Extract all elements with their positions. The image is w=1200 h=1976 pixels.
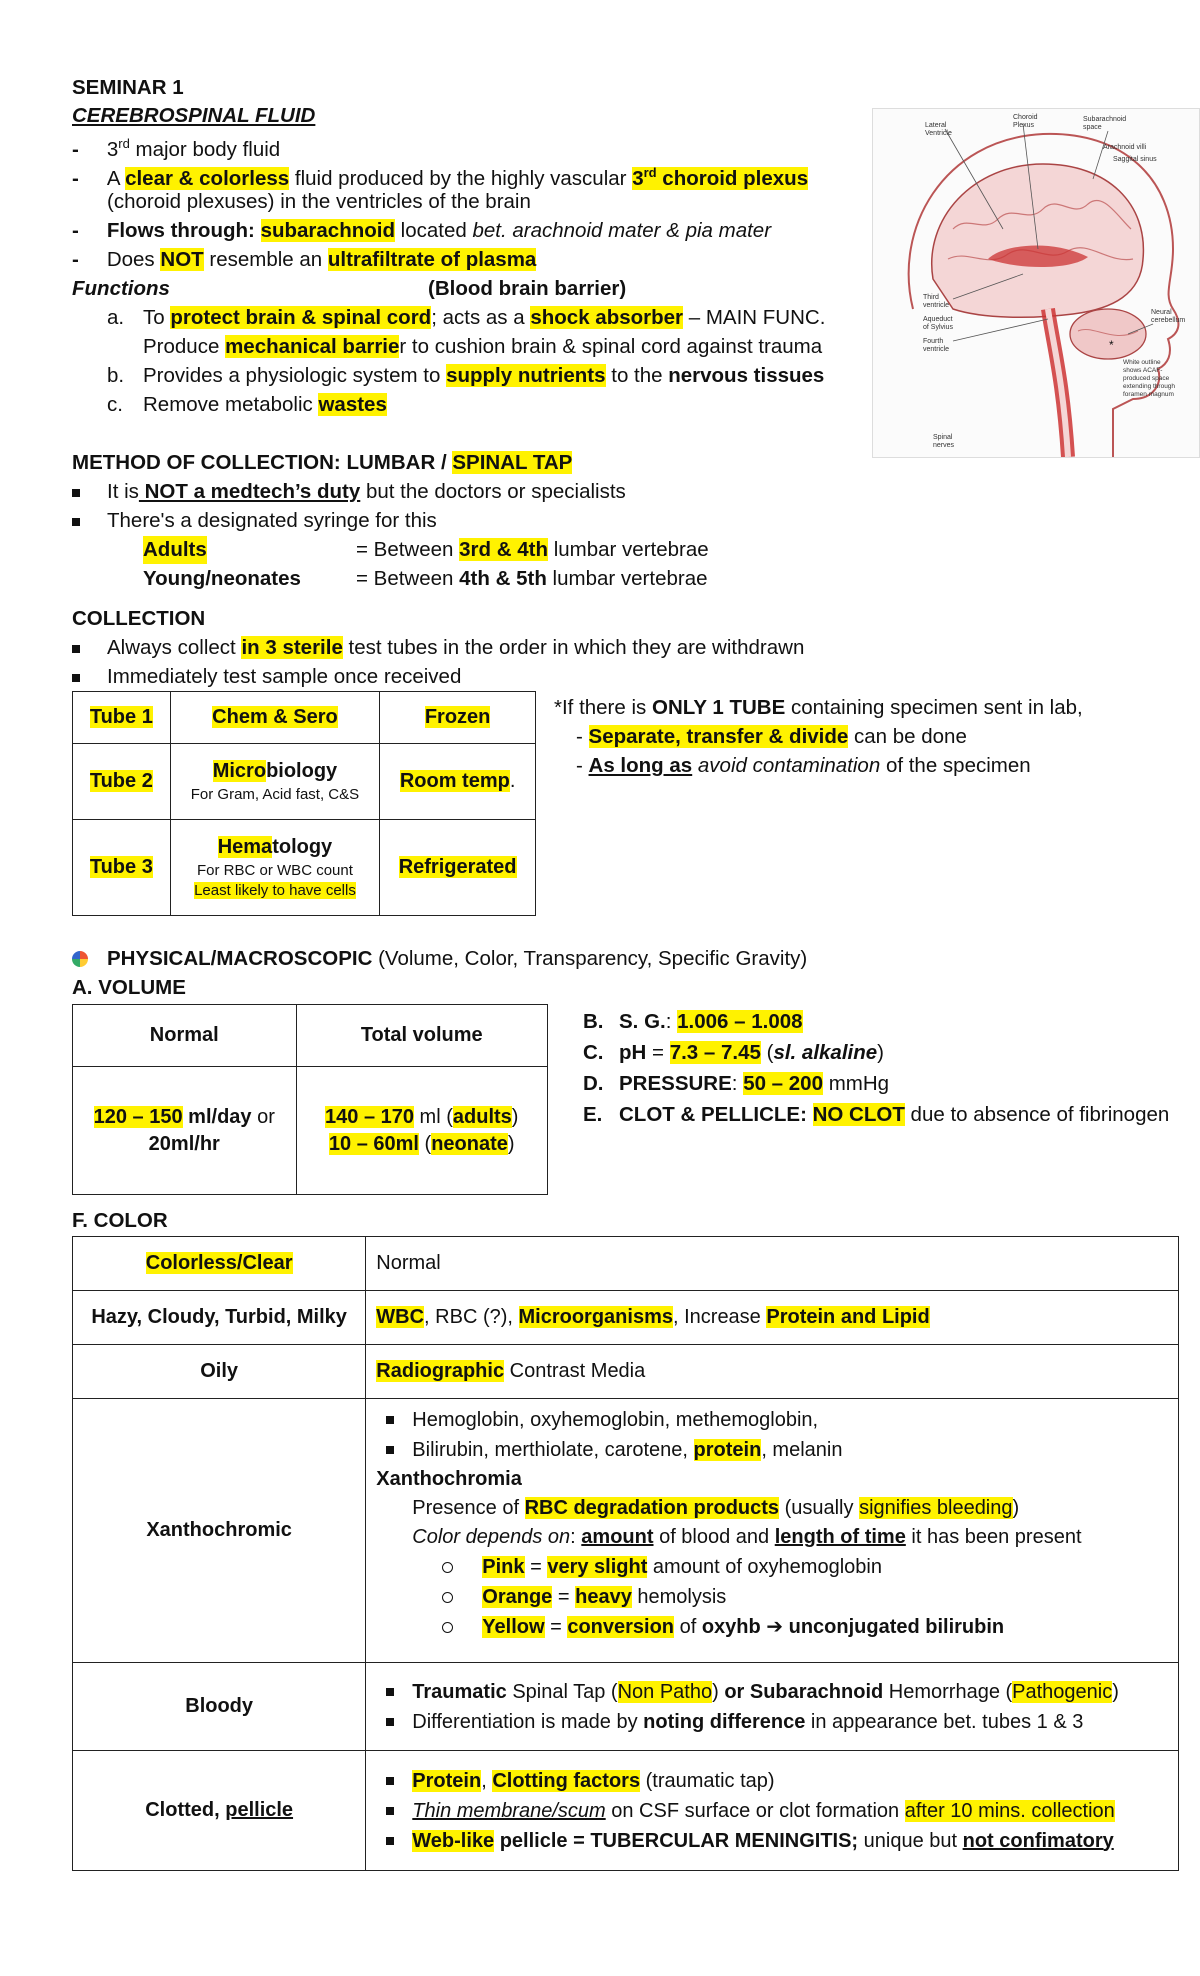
- list-item: Traumatic Spinal Tap (Non Patho) or Subarachnoid Hemorrhage (Pathogenic): [376, 1677, 1177, 1707]
- color-table: [72, 1236, 1179, 1871]
- svg-text:shows ACAF-: shows ACAF-: [1123, 367, 1163, 374]
- adults-label: Adults: [143, 536, 207, 564]
- table-row: [73, 1291, 1179, 1345]
- tube-1-storage: Frozen: [424, 706, 491, 728]
- table-row: [73, 1005, 548, 1067]
- tube-3-label: Tube 3: [89, 856, 153, 878]
- svg-text:Choroid: Choroid: [1013, 114, 1038, 121]
- collection-item-1: Always collect in 3 sterile test tubes in the order in which they are withdrawn: [72, 634, 804, 662]
- list-item: Protein, Clotting factors (traumatic tap): [376, 1766, 1177, 1796]
- list-item: Pink = very slight amount of oxyhemoglobin: [376, 1552, 1178, 1582]
- svg-text:ventricle: ventricle: [923, 346, 950, 353]
- function-a: To protect brain & spinal cord; acts as a shock absorber – MAIN FUNC.: [143, 306, 826, 329]
- svg-text:Lateral: Lateral: [925, 122, 947, 129]
- color-oily-desc: Radiographic Contrast Media: [366, 1345, 1179, 1399]
- list-item: Hemoglobin, oxyhemoglobin, methemoglobin,: [376, 1405, 1178, 1435]
- table-row: 120 – 150 ml/day or 20ml/hr 140 – 170 ml (adults) 10 – 60ml (neonate): [73, 1067, 548, 1195]
- clot-pellicle: CLOT & PELLICLE: NO CLOT due to absence of fibrinogen: [619, 1103, 1170, 1126]
- intro-item-3: - Flows through: subarachnoid located bet. arachnoid mater & pia mater: [72, 219, 772, 242]
- svg-text:Subarachnoid: Subarachnoid: [1083, 116, 1127, 123]
- svg-text:nerves: nerves: [933, 442, 955, 449]
- intro-item-2: - A clear & colorless fluid produced by the highly vascular 3rd choroid plexus: [72, 165, 809, 190]
- method-heading: METHOD OF COLLECTION: LUMBAR / SPINAL TAP: [72, 451, 573, 474]
- function-b: Provides a physiologic system to supply nutrients to the nervous tissues: [143, 364, 825, 387]
- svg-text:Fourth: Fourth: [923, 338, 944, 345]
- collection-item-2: Immediately test sample once received: [72, 663, 461, 691]
- color-hazy-desc: WBC, RBC (?), Microorganisms, Increase Protein and Lipid: [366, 1291, 1179, 1345]
- function-b-marker: b.: [107, 364, 125, 387]
- list-item: Orange = heavy hemolysis: [376, 1582, 1178, 1612]
- ph-value: pH = 7.3 – 7.45 (sl. alkaline): [619, 1041, 884, 1064]
- tube-3-storage: Refrigerated: [398, 856, 517, 878]
- intro-item-4: - Does NOT resemble an ultrafiltrate of plasma: [72, 248, 537, 271]
- seminar-label: SEMINAR 1: [72, 76, 184, 99]
- table-row: [73, 1237, 1179, 1291]
- tube-2-note: For Gram, Acid fast, C&S: [190, 786, 360, 803]
- svg-text:space: space: [1083, 124, 1102, 131]
- color-bloody-desc: [366, 1663, 1179, 1751]
- sg-marker: B.: [583, 1010, 604, 1033]
- table-row: Tube 3 Hematology For RBC or WBC count Least likely to have cells Refrigerated: [73, 820, 536, 916]
- function-c: Remove metabolic wastes: [143, 393, 387, 416]
- list-item: Yellow = conversion of oxyhb ➔ unconjugated bilirubin: [376, 1612, 1178, 1642]
- svg-text:Saggital sinus: Saggital sinus: [1113, 156, 1157, 163]
- svg-text:White outline: White outline: [1123, 359, 1161, 366]
- tube-1-label: Tube 1: [89, 706, 153, 728]
- method-item-1: It is NOT a medtech’s duty but the doctors or specialists: [72, 478, 626, 506]
- color-oily-label: Oily: [73, 1345, 366, 1399]
- ph-marker: C.: [583, 1041, 604, 1064]
- intro-item-1: - 3rd major body fluid: [72, 136, 281, 161]
- method-item-2: There's a designated syringe for this: [72, 507, 437, 535]
- table-row: [73, 1751, 1179, 1871]
- list-item: Web-like pellicle = TUBERCULAR MENINGITIS; unique but not confimatory: [376, 1826, 1177, 1856]
- function-c-marker: c.: [107, 393, 123, 416]
- color-clear-desc: Normal: [366, 1237, 1179, 1291]
- brain-diagram: [872, 108, 1200, 458]
- svg-text:extending through: extending through: [1123, 383, 1176, 390]
- functions-heading: Functions: [72, 277, 170, 300]
- volume-heading: A. VOLUME: [72, 976, 186, 999]
- svg-text:*: *: [1109, 338, 1114, 352]
- specific-gravity: S. G.: 1.006 – 1.008: [619, 1010, 803, 1033]
- tube-1-dept: Chem & Sero: [212, 706, 338, 728]
- pressure-value: PRESSURE: 50 – 200 mmHg: [619, 1072, 890, 1095]
- color-clotted-desc: [366, 1751, 1179, 1871]
- color-bloody-label: Bloody: [73, 1663, 366, 1751]
- tube-3-note-2: Least likely to have cells: [194, 882, 356, 899]
- table-row: [73, 1399, 1179, 1663]
- tube-3-note: For RBC or WBC count: [197, 862, 353, 879]
- svg-text:produced space: produced space: [1123, 375, 1170, 382]
- list-item: Bilirubin, merthiolate, carotene, protein, melanin: [376, 1435, 1178, 1465]
- single-tube-note-3: - As long as avoid contamination of the specimen: [576, 754, 1031, 777]
- svg-text:Neural: Neural: [1151, 309, 1172, 316]
- collection-heading: COLLECTION: [72, 607, 206, 630]
- svg-text:Ventricle: Ventricle: [925, 130, 952, 137]
- svg-text:Third: Third: [923, 294, 939, 301]
- svg-text:Arachnoid villi: Arachnoid villi: [1103, 144, 1147, 151]
- table-row: [73, 1345, 1179, 1399]
- volume-table: [72, 1004, 548, 1195]
- tube-2-label: Tube 2: [89, 770, 153, 792]
- color-clotted-label: Clotted, pellicle: [73, 1751, 366, 1871]
- physical-heading: PHYSICAL/MACROSCOPIC (Volume, Color, Transparency, Specific Gravity): [107, 947, 808, 970]
- pressure-marker: D.: [583, 1072, 604, 1095]
- list-item: Differentiation is made by noting difference in appearance bet. tubes 1 & 3: [376, 1707, 1177, 1737]
- color-xantho-label: Xanthochromic: [73, 1399, 366, 1663]
- tube-table: [72, 691, 536, 916]
- svg-text:foramen magnum: foramen magnum: [1123, 391, 1174, 398]
- volume-header-normal: Normal: [73, 1005, 297, 1067]
- young-value: = Between 4th & 5th lumbar vertebrae: [356, 567, 708, 590]
- adults-value: = Between 3rd & 4th lumbar vertebrae: [356, 538, 709, 561]
- document-title: CEREBROSPINAL FLUID: [72, 104, 316, 127]
- table-row: [73, 692, 536, 744]
- bbb-label: (Blood brain barrier): [428, 277, 627, 300]
- color-xantho-desc: Hemoglobin, oxyhemoglobin, methemoglobin, Bilirubin, merthiolate, carotene, protein, melanin Xanthochromia Presence of RBC degradation products (usually signifies bleeding) Color depends on: amount of blood and length of time it has been present Pink = very slight amount of oxyhemoglobin Orange = heavy hemolysis Yellow = conversion of oxyhb ➔ unconjugated bilirubin: [366, 1399, 1179, 1663]
- brain-illustration: [873, 109, 1199, 457]
- svg-text:Aqueduct: Aqueduct: [923, 316, 953, 323]
- table-row: Tube 2 Microbiology For Gram, Acid fast, C&S Room temp.: [73, 744, 536, 820]
- intro-item-2-cont: (choroid plexuses) in the ventricles of the brain: [107, 190, 531, 213]
- table-row: [73, 1663, 1179, 1751]
- function-a-marker: a.: [107, 306, 125, 329]
- volume-header-total: Total volume: [296, 1005, 548, 1067]
- single-tube-note-2: - Separate, transfer & divide can be done: [576, 725, 967, 748]
- svg-text:cerebellum: cerebellum: [1151, 317, 1186, 324]
- function-a-cont: Produce mechanical barrier to cushion brain & spinal cord against trauma: [143, 335, 823, 358]
- svg-text:Plexus: Plexus: [1013, 122, 1035, 129]
- colorwheel-icon: [72, 951, 88, 967]
- tube-2-storage: Room temp: [399, 770, 510, 792]
- single-tube-note: *If there is ONLY 1 TUBE containing specimen sent in lab,: [554, 696, 1083, 719]
- color-clear-label: Colorless/Clear: [145, 1252, 293, 1274]
- svg-text:Spinal: Spinal: [933, 434, 953, 441]
- svg-text:of Sylvius: of Sylvius: [923, 324, 953, 331]
- svg-text:ventricle: ventricle: [923, 302, 950, 309]
- clot-marker: E.: [583, 1103, 603, 1126]
- list-item: Thin membrane/scum on CSF surface or clot formation after 10 mins. collection: [376, 1796, 1177, 1826]
- color-hazy-label: Hazy, Cloudy, Turbid, Milky: [73, 1291, 366, 1345]
- young-label: Young/neonates: [143, 567, 301, 590]
- arrow-icon: ➔: [766, 1616, 784, 1638]
- color-heading: F. COLOR: [72, 1209, 168, 1232]
